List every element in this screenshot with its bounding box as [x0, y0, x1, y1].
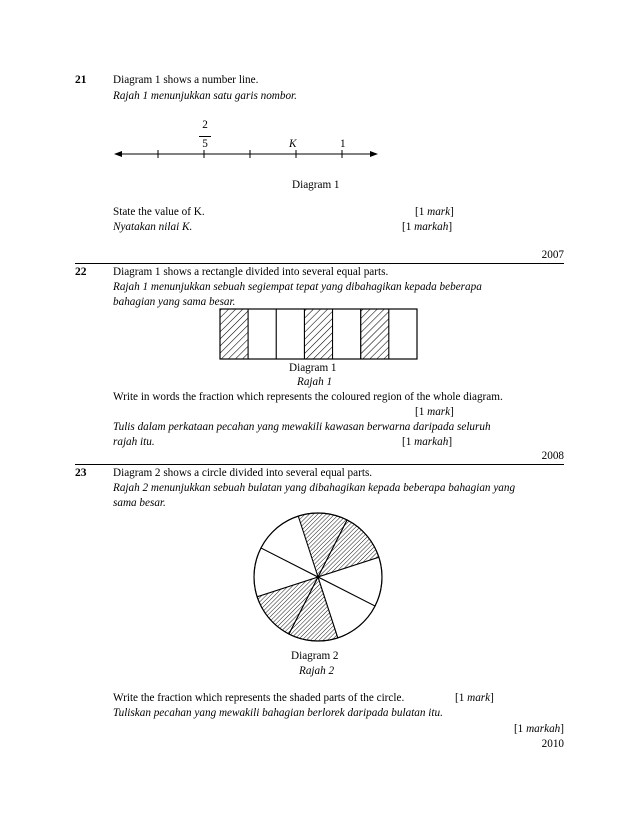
q22-text-en: Diagram 1 shows a rectangle divided into several equal parts.: [113, 266, 389, 278]
q22-caption-en: Diagram 1: [289, 362, 337, 374]
q23-year: 2010: [541, 738, 564, 750]
mark-suffix: ]: [560, 723, 564, 735]
mark-word: markah: [414, 436, 449, 448]
question-number-21: 21: [75, 74, 87, 86]
q21-year: 2007: [541, 249, 564, 261]
q21-text-en: Diagram 1 shows a number line.: [113, 74, 259, 86]
mark-prefix: [1: [415, 406, 428, 418]
q21-text-ms: Rajah 1 menunjukkan satu garis nombor.: [113, 90, 297, 102]
q22-text-ms-line1: Rajah 1 menunjukkan sebuah segiempat tepat yang dibahagikan kepada beberapa: [113, 281, 482, 293]
q23-mark-en: [455, 692, 494, 704]
question-number-22: 22: [75, 266, 87, 278]
q22-year: 2008: [541, 450, 564, 462]
mark-word: markah: [526, 723, 561, 735]
q23-instruction-en: Write the fraction which represents the shaded parts of the circle.: [113, 692, 405, 704]
mark-prefix: [1: [402, 436, 415, 448]
q23-text-ms-line2: sama besar.: [113, 497, 166, 509]
mark-suffix: ]: [450, 206, 454, 218]
mark-word: mark: [467, 692, 491, 704]
fraction-numerator: 2: [202, 119, 208, 131]
q23-text-en: Diagram 2 shows a circle divided into several equal parts.: [113, 467, 373, 479]
point-one-label: 1: [340, 138, 346, 150]
q23-caption-ms: Rajah 2: [299, 665, 335, 677]
question-number-23: 23: [75, 467, 87, 479]
point-k-label: K: [289, 138, 297, 150]
q22-instruction-ms-line1: Tulis dalam perkataan pecahan yang mewakili kawasan berwarna daripada seluruh: [113, 421, 491, 433]
mark-word: markah: [414, 221, 449, 233]
q23-mark-ms: [424, 723, 564, 735]
q22-instruction-ms-line2: rajah itu.: [113, 436, 155, 448]
q23-caption-en: Diagram 2: [291, 650, 339, 662]
mark-word: mark: [427, 406, 451, 418]
q22-caption-ms: Rajah 1: [297, 376, 333, 388]
q21-caption: Diagram 1: [292, 179, 340, 191]
q21-instruction-en: State the value of K.: [113, 206, 205, 218]
mark-prefix: [1: [415, 206, 428, 218]
mark-prefix: [1: [513, 723, 527, 735]
mark-suffix: ]: [448, 436, 453, 448]
mark-word: mark: [427, 206, 451, 218]
fraction-denominator: 5: [202, 138, 208, 150]
q22-instruction-en: Write in words the fraction which represents the coloured region of the whole diagram.: [113, 391, 503, 403]
mark-suffix: ]: [450, 406, 454, 418]
q23-text-ms-line1: Rajah 2 menunjukkan sebuah bulatan yang dibahagikan kepada beberapa bahagian yang: [113, 482, 516, 494]
mark-prefix: [1: [402, 221, 415, 233]
q23-instruction-ms: Tuliskan pecahan yang mewakili bahagian berlorek daripada bulatan itu.: [113, 707, 443, 719]
mark-prefix: [1: [455, 692, 468, 704]
mark-suffix: ]: [448, 221, 453, 233]
mark-suffix: ]: [490, 692, 494, 704]
q22-text-ms-line2: bahagian yang sama besar.: [113, 296, 236, 308]
q21-instruction-ms: Nyatakan nilai K.: [113, 221, 193, 233]
